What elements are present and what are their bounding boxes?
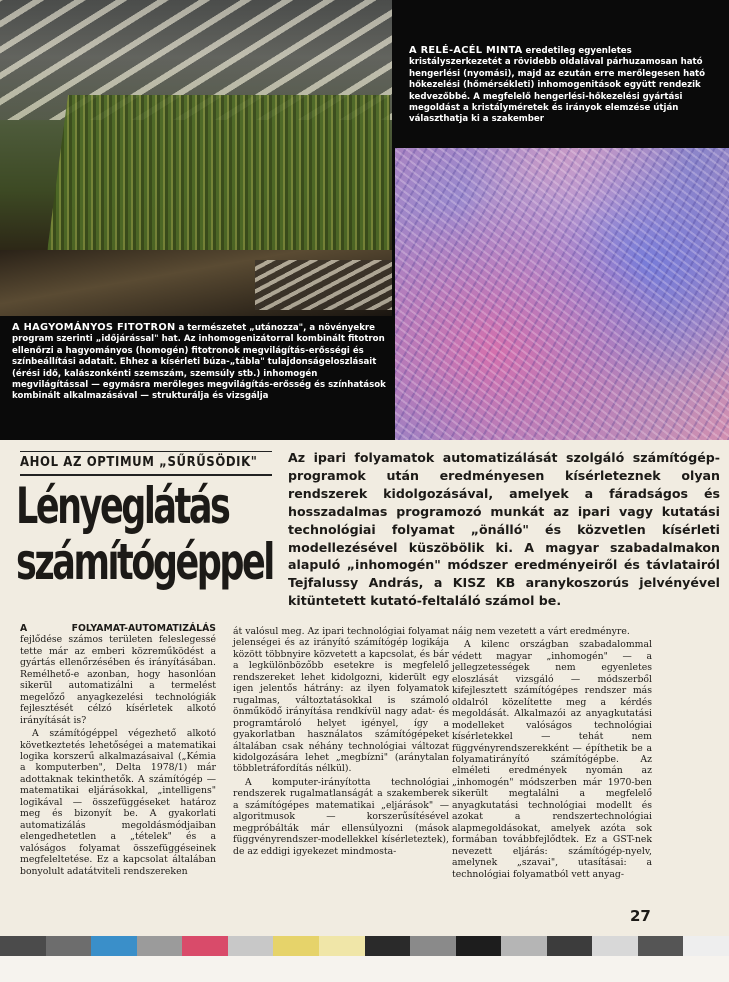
color-bar-swatch [91,936,137,956]
color-bar-swatch [137,936,183,956]
article-kicker: AHOL AZ OPTIMUM „SŰRŰSÖDIK" [20,451,272,476]
body-column-1 [20,623,216,879]
color-bar-swatch [273,936,319,956]
body-paragraph: át valósul meg. Az ipari technológiai folyamat jelenségei és az irányító számítógép logikája között többnyire közvetett a kapcsolat, és bár a legkülönbözőbb esetekre is megfelelő rendszereket lehet kidolgozni, kiderült egy igen jelentős hátrány: az ilyen folyamatok rugalmas, változtatásokkal is számoló önműködő irányítása rendkívül nagy adat- és programtároló helyet igényel, így a gyakorlatban használatos számítógépeket általában csak néhány technológiai változat kidolgozására lehet „megbízni" (aránytalan többletráfordítás nélkül). [233,626,449,775]
color-bar-swatch [228,936,274,956]
article-lede: Az ipari folyamatok automatizálását szolgáló számítógép-programok után eredményesen kísérleteznek olyan rendszerek kidolgozásával, amelyek a fáradságos és hosszadalmas programozó munkát az ipari vagy kutatási technológiai folyamat „önálló" és közvetlen kísérleti modellezésével küszöbölik ki. A magyar szabadalmakon alapuló „inhomogén" módszer eredményeiről és távlatairól Tejfalussy András, a KISZ KB aranykoszorús jelvényével kitüntetett kutató-feltaláló számol be. [288,450,720,609]
article-title-line1: Lényeglátás [16,477,229,535]
color-bar-swatch [456,936,502,956]
fitotron-photo [0,0,392,316]
crystal-structure-photo [395,148,729,440]
fitotron-rail [255,260,392,310]
color-bar-swatch [501,936,547,956]
fitotron-caption [12,322,392,403]
fitotron-caption-lead: A HAGYOMÁNYOS FITOTRON [12,322,176,333]
page-bottom-edge [0,956,729,982]
color-bar-swatch [638,936,684,956]
body-paragraph: A komputer-irányította technológiai rendszerek rugalmatlanságát a szakemberek a számítógépes matematikai „eljárások" — algoritmusok — korszerűsítésével megpróbálták már ellensúlyozni (mások függvényrendszer-modellekkel kísérleteztek), de az eddigi igyekezet mindmosta- [233,776,449,857]
article-title-line2: számítógéppel [16,533,273,591]
rele-acel-caption-text: eredetileg egyenletes kristályszerkezetét a rövidebb oldalával párhuzamosan ható hengerlési (nyomási), majd az ezután erre merőlegesen ható hőkezelési (hőmérsékleti) inhomogenitások együtt rendezik kedvezőbbé. A megfelelő hengerlési-hőkezelési gyártási megoldást a kristályméretek és irányok elemzése útján választhatja ki a szakember [409,46,706,125]
color-bar-swatch [319,936,365,956]
body-paragraph: A számítógéppel végezhető alkotó következtetés lehetőségei a matematikai logika korszerű alkalmazásaival („Kémia a komputerben", Delta 1978/1) már adottaknak tekinthetők. A számítógép — matematikai eljárásokkal, „intelligens" logikával — összefüggéseket határoz meg és bizonyít be. A gyakorlati automatizálás megoldásmódjaiban elengedhetetlen a „tételek" és a valóságos folyamat összefüggéseinek megfeleltetése. Ez a kapcsolat általában bonyolult adatátviteli rendszereken [20,728,216,877]
fitotron-caption-text: a természetet „utánozza", a növényekre program szerinti „időjárással" hat. Az inhomogenizátorral kombinált fitotron ellenőrzi a hagyományos (homogén) fitotronok megvilágítás-erősségi és színbeállítási adatait. Ehhez a kísérleti búza-„tábla" tulajdonságeloszlásait (érési idő, kalászonkénti szemszám, szemsúly stb.) inhomogén megvilágítással — egymásra merőleges megvilágítás-erősség és színhatások kombinált alkalmazásával — strukturálja és vizsgálja [12,323,386,402]
page-number: 27 [630,907,651,925]
color-bar-swatch [365,936,411,956]
rele-acel-caption [409,45,715,126]
color-bar-swatch [46,936,92,956]
body-paragraph: A kilenc országban szabadalommal védett magyar „inhomogén" — a jellegzetességek nem egyenletes eloszlását vizsgáló — módszerből kifejlesztett számítógépes rendszer más oldalról közelítette meg a kérdés megoldását. Alkalmazói az anyagkutatási modelleket valóságos technológiai kísérletekkel — tehát nem függvényrendszerekként — építhetik be a folyamatirányító számítógépbe. Az elméleti eredmények nyomán az „inhomogén" módszerben már 1970-ben sikerült megtalálni a megfelelő anyagkutatási technológiai modellt és azokat a rendszertechnológiai alapmegoldásokat, amelyek azóta sok formában továbbfejlődtek. Ez a GST-nek nevezett eljárás: számítógép-nyelv, amelynek „szavai", utasításai: a technológiai folyamatból vett anyag- [452,639,652,880]
color-bar-swatch [683,936,729,956]
run-in-heading: A FOLYAMAT-AUTOMATIZÁLÁS [20,623,216,634]
body-column-2 [233,626,449,859]
body-paragraph: A FOLYAMAT-AUTOMATIZÁLÁS fejlődése számos területen feleslegessé tette már az emberi közreműködést a gyártás ellenőrzésében és irányításában. Remélhető-e azonban, hogy hasonlóan sikerül automatizálni a termelést megelőző anyagkezelési technológiák fejlesztését célzó kísérletek alkotó irányítását is? [20,623,216,726]
color-bar-swatch [182,936,228,956]
body-column-3 [452,626,652,882]
article-title [16,477,273,591]
print-color-bar [0,936,729,956]
color-bar-swatch [410,936,456,956]
color-bar-swatch [592,936,638,956]
body-paragraph: náig nem vezetett a várt eredményre. [452,626,630,637]
color-bar-swatch [0,936,46,956]
rele-acel-caption-lead: A RELÉ-ACÉL MINTA [409,45,523,56]
color-bar-swatch [547,936,593,956]
